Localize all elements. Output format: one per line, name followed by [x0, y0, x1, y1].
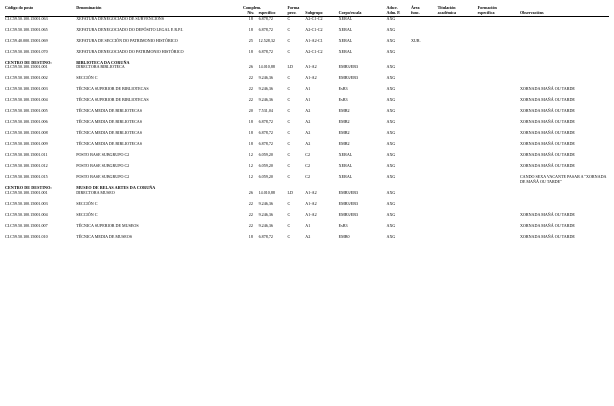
cell-nivel: 20 [248, 108, 253, 114]
cell-titulacion [438, 213, 478, 224]
header-corpo-label: Corpo/escala [338, 9, 362, 15]
cell-adscricion: AXG [386, 201, 396, 207]
cell-forma: LD [287, 64, 293, 70]
cell-forma: C [287, 108, 291, 114]
cell-nivel: 18 [248, 234, 253, 240]
cell-observacions: XORNADA MAÑÁ OU TARDE [519, 234, 575, 240]
section-label: CENTRO DE DESTINO: [5, 59, 52, 65]
cell-nivel: 18 [248, 26, 253, 32]
cell-adscricion: AXG [386, 15, 396, 21]
cell-titulacion [438, 164, 478, 175]
cell-area-funcional [411, 153, 438, 164]
cell-forma: LD [287, 190, 293, 196]
cell-area-funcional [411, 98, 438, 109]
cell-codigo: CI.C59.50.100.15001.003 [5, 201, 48, 207]
header-adscr [386, 6, 410, 16]
cell-denominacion: POSTO BASE SUBGRUPO C2 [76, 163, 130, 169]
cell-area-funcional [411, 175, 438, 186]
cell-forma: C [287, 97, 291, 103]
cell-formacion [478, 39, 520, 50]
cell-codigo: CI.C59.50.100.15001.005 [5, 108, 48, 114]
cell-denominacion: XEFATURA DENEGOCIADO DO DEPÓSITO LEGAL E R.P.I. [76, 26, 184, 32]
cell-forma: C [287, 75, 291, 81]
cell-area-funcional [411, 164, 438, 175]
table-row [5, 39, 609, 50]
cell-forma: C [287, 163, 291, 169]
cell-codigo: CI.C59.50.100.15001.015 [5, 174, 48, 180]
cell-area-funcional [411, 16, 438, 28]
cell-corpo-escala: XERAL [338, 152, 353, 158]
section-label: CENTRO DE DESTINO: [5, 185, 52, 191]
cell-nivel: 22 [248, 201, 253, 207]
cell-denominacion: POSTO BASE SUBGRUPO C2 [76, 152, 130, 158]
cell-subgrupo: A2-C1-C2 [305, 26, 323, 32]
cell-codigo: CI.C59.50.100.15001.007 [5, 223, 48, 229]
cell-titulacion [438, 39, 478, 50]
header-formacion-label: Formación [477, 5, 497, 10]
cell-subgrupo: C2 [305, 152, 311, 158]
cell-formacion [478, 109, 520, 120]
cell-denominacion: TÉCNICA SUPERIOR DE MUSEOS [76, 223, 139, 229]
cell-nivel: 26 [248, 64, 253, 70]
cell-especifico: 6.059,20 [258, 152, 273, 158]
cell-codigo: CI.C59.50.100.15001.009 [5, 141, 48, 147]
cell-titulacion [438, 109, 478, 120]
cell-observacions: XORNADA MAÑÁ OU TARDE [519, 108, 575, 114]
header-subgrupo-label: Subgrupo [305, 9, 323, 15]
header-codigo: Código do posto [5, 6, 76, 16]
cell-subgrupo: A2 [305, 234, 311, 240]
cell-denominacion: XEFATURA DE SECCIÓN DO PATRIMONIO HISTÓRICO [76, 37, 178, 43]
cell-formacion [478, 142, 520, 153]
cell-adscricion: AXG [386, 108, 396, 114]
cell-subgrupo: A1-A2 [305, 212, 317, 218]
cell-adscricion: AXG [386, 212, 396, 218]
cell-nivel: 18 [248, 48, 253, 54]
cell-subgrupo: C2 [305, 174, 311, 180]
cell-subgrupo: A1 [305, 223, 311, 229]
cell-especifico: 6.059,20 [258, 174, 273, 180]
cell-adscricion: AXG [386, 141, 396, 147]
cell-titulacion [438, 50, 478, 61]
cell-adscricion: AXG [386, 119, 396, 125]
cell-formacion [478, 213, 520, 224]
cell-subgrupo: A2 [305, 108, 311, 114]
cell-adscricion: AXG [386, 26, 396, 32]
positions-table [5, 6, 609, 246]
cell-nivel: 18 [248, 141, 253, 147]
cell-corpo-escala: EsB3 [338, 97, 348, 103]
section-name: BIBLIOTECA DA CORUÑA [76, 59, 130, 65]
cell-adscricion: AXG [386, 234, 396, 240]
cell-subgrupo: A1-A2 [305, 201, 317, 207]
cell-especifico: 7.531,04 [258, 108, 273, 114]
cell-subgrupo: A2 [305, 119, 311, 125]
cell-especifico: 6.878,72 [258, 130, 273, 136]
cell-subgrupo: A1-A2 [305, 64, 317, 70]
cell-observacions: XORNADA MAÑÁ OU TARDE [519, 86, 575, 92]
header-subgrupo [305, 6, 338, 16]
cell-formacion [478, 164, 520, 175]
cell-especifico: 9.246,36 [258, 201, 273, 207]
cell-codigo: CI.C59.50.100.15001.004 [5, 212, 48, 218]
cell-titulacion [438, 87, 478, 98]
header-especifico [259, 6, 288, 16]
cell-formacion [478, 76, 520, 87]
cell-nivel: 22 [248, 223, 253, 229]
cell-titulacion [438, 28, 478, 39]
cell-formacion [478, 235, 520, 246]
cell-forma: C [287, 212, 291, 218]
cell-especifico: 6.878,72 [258, 15, 273, 21]
cell-corpo-escala: EMB3/EB3 [338, 64, 358, 70]
cell-observacions [520, 39, 609, 50]
cell-subgrupo: C2 [305, 163, 311, 169]
header-observaciones [520, 6, 609, 16]
table-header [5, 6, 609, 16]
cell-codigo: CI.C59.50.100.15001.010 [5, 234, 48, 240]
cell-nivel: 12 [248, 152, 253, 158]
cell-observacions: XORNADA MAÑÁ OU TARDE [519, 119, 575, 125]
cell-area-funcional [411, 131, 438, 142]
cell-titulacion [438, 76, 478, 87]
cell-subgrupo: A1-A2 [305, 190, 317, 196]
cell-observacions: XORNADA MAÑÁ OU TARDE [519, 163, 575, 169]
cell-adscricion: AXG [386, 86, 396, 92]
cell-titulacion [438, 65, 478, 76]
cell-especifico: 6.878,72 [258, 234, 273, 240]
cell-especifico: 9.246,36 [258, 223, 273, 229]
cell-titulacion [438, 131, 478, 142]
cell-denominacion: TÉCNICA MEDIA DE MUSEOS [76, 234, 133, 240]
cell-adscricion: AXG [386, 75, 396, 81]
cell-nivel: 22 [248, 86, 253, 92]
cell-forma: C [287, 26, 291, 32]
cell-area-funcional [411, 50, 438, 61]
cell-adscricion: AXG [386, 37, 396, 43]
header-forma [288, 6, 306, 16]
cell-corpo-escala: XERAL [338, 163, 353, 169]
cell-corpo-escala: EMB2 [338, 108, 350, 114]
cell-observacions: XORNADA MAÑÁ OU TARDE [519, 130, 575, 136]
cell-corpo-escala: EMB3/EB3 [338, 201, 358, 207]
cell-observacions: XORNADA MAÑÁ OU TARDE [519, 141, 575, 147]
cell-forma: C [287, 48, 291, 54]
cell-titulacion [438, 98, 478, 109]
cell-corpo-escala: EMB0 [338, 234, 350, 240]
cell-nivel: 18 [248, 119, 253, 125]
cell-nivel: 18 [248, 130, 253, 136]
cell-codigo: CI.C59.50.100.15001.063 [5, 15, 48, 21]
table-row [5, 16, 609, 28]
cell-area-funcional [411, 224, 438, 235]
cell-especifico: 14.010,88 [258, 64, 275, 70]
cell-especifico: 9.246,36 [258, 75, 273, 81]
header-area-label: Área [410, 5, 420, 10]
cell-especifico: 14.010,88 [258, 190, 275, 196]
cell-nivel: 12 [248, 163, 253, 169]
cell-formacion [478, 16, 520, 28]
cell-formacion [478, 65, 520, 76]
cell-titulacion [438, 120, 478, 131]
section-name: MUSEO DE BELAS ARTES DA CORUÑA [76, 185, 156, 191]
cell-corpo-escala: EMB2 [338, 141, 350, 147]
cell-observacions: CANDO SEXA VACANTE PASAR A "XORNADA DE MAÑÁ OU TARDE" [519, 174, 607, 185]
cell-especifico: 6.878,72 [258, 141, 273, 147]
cell-especifico: 9.246,36 [258, 212, 273, 218]
header-adscr-sub-label: Adm. P. [386, 9, 401, 15]
cell-codigo: CI.C59.50.100.15001.002 [5, 75, 48, 81]
cell-corpo-escala: XERAL [338, 15, 353, 21]
cell-forma: C [287, 223, 291, 229]
cell-denominacion: SECCIÓN C [76, 75, 98, 81]
cell-denominacion: TÉCNICA MEDIA DE BIBLIOTECAS [76, 108, 143, 114]
cell-forma: C [287, 234, 291, 240]
cell-adscricion: AXG [386, 130, 396, 136]
cell-forma: C [287, 37, 291, 43]
header-nivel [243, 5, 262, 16]
cell-adscricion: AXG [386, 174, 396, 180]
cell-area-funcional: XUR. [410, 37, 421, 43]
cell-formacion [478, 87, 520, 98]
cell-codigo: CI.C59.50.100.15001.001 [5, 190, 48, 196]
cell-observacions [520, 191, 609, 202]
cell-observacions [520, 65, 609, 76]
cell-area-funcional [411, 235, 438, 246]
cell-nivel: 12 [248, 174, 253, 180]
cell-denominacion: XEFATURA DENEGOCIADO DO PATRIMONIO HISTÓRICO [76, 48, 184, 54]
cell-codigo: CI.C59.50.100.15001.011 [5, 152, 48, 158]
cell-denominacion: TÉCNICA MEDIA DE BIBLIOTECAS [76, 130, 143, 136]
cell-subgrupo: A2-C1-C2 [305, 48, 323, 54]
cell-formacion [478, 202, 520, 213]
header-area [411, 6, 438, 16]
cell-titulacion [438, 142, 478, 153]
cell-denominacion: DIRECTORA BIBLIOTECA [76, 64, 125, 70]
cell-formacion [478, 50, 520, 61]
cell-denominacion: SECCIÓN C [76, 201, 98, 207]
cell-corpo-escala: EsB3 [338, 223, 348, 229]
cell-especifico: 6.878,72 [258, 26, 273, 32]
header-niv-label: Niv. [247, 9, 255, 15]
cell-formacion [478, 153, 520, 164]
cell-area-funcional [411, 202, 438, 213]
table-row [5, 50, 609, 61]
table-row [5, 28, 609, 39]
cell-corpo-escala: XERAL [338, 37, 353, 43]
cell-titulacion [438, 202, 478, 213]
cell-observacions [520, 50, 609, 61]
cell-especifico: 6.059,20 [258, 163, 273, 169]
cell-titulacion [438, 175, 478, 186]
cell-corpo-escala: EMB2 [338, 130, 350, 136]
cell-forma: C [287, 201, 291, 207]
cell-subgrupo: A1 [305, 97, 311, 103]
cell-corpo-escala: EMB3/EB3 [338, 75, 358, 81]
header-adscr-label: Adscr. [386, 5, 398, 10]
cell-corpo-escala: XERAL [338, 26, 353, 32]
cell-area-funcional [411, 65, 438, 76]
cell-forma: C [287, 86, 291, 92]
header-observaciones-label: Observacións [519, 9, 544, 15]
cell-subgrupo: A2 [305, 130, 311, 136]
cell-codigo: CI.C59.50.100.15001.001 [5, 64, 48, 70]
cell-denominacion: TÉCNICA MEDIA DE BIBLIOTECAS [76, 141, 143, 147]
cell-formacion [478, 175, 520, 186]
cell-formacion [478, 120, 520, 131]
cell-denominacion: DIRECTORA MUSEO [76, 190, 115, 196]
table-row [5, 235, 609, 246]
cell-titulacion [438, 16, 478, 28]
cell-denominacion: SECCIÓN C [76, 212, 98, 218]
cell-observacions [520, 28, 609, 39]
cell-subgrupo: A1 [305, 86, 311, 92]
cell-especifico: 6.878,72 [258, 48, 273, 54]
cell-observacions [520, 16, 609, 28]
header-area-sub-label: func. [410, 9, 420, 15]
cell-area-funcional [411, 76, 438, 87]
cell-especifico: 9.246,36 [258, 97, 273, 103]
cell-area-funcional [411, 142, 438, 153]
header-corpo [339, 6, 387, 16]
cell-subgrupo: A1-A2-C1 [305, 37, 323, 43]
cell-codigo: CI.C59.50.100.15001.004 [5, 97, 48, 103]
cell-titulacion [438, 153, 478, 164]
cell-formacion [478, 28, 520, 39]
cell-nivel: 25 [248, 37, 253, 43]
cell-corpo-escala: EMB2 [338, 119, 350, 125]
header-formacion [478, 6, 520, 16]
cell-nivel: 18 [248, 15, 253, 21]
cell-area-funcional [411, 28, 438, 39]
cell-especifico: 9.246,36 [258, 86, 273, 92]
cell-observacions: XORNADA MAÑÁ OU TARDE [519, 152, 575, 158]
header-denominacion: Denominación [76, 6, 243, 16]
cell-denominacion: TÉCNICA MEDIA DE BIBLIOTECAS [76, 119, 143, 125]
cell-especifico: 12.528,32 [258, 37, 275, 43]
cell-codigo: CI.C59.50.100.15001.008 [5, 130, 48, 136]
header-formacion-sub-label: específica [477, 9, 495, 15]
cell-formacion [478, 131, 520, 142]
cell-subgrupo: A2-C1-C2 [305, 15, 323, 21]
cell-area-funcional [411, 109, 438, 120]
cell-titulacion [438, 191, 478, 202]
cell-formacion [478, 98, 520, 109]
cell-corpo-escala: EMB3/EB3 [338, 212, 358, 218]
cell-nivel: 26 [248, 190, 253, 196]
cell-nivel: 22 [248, 75, 253, 81]
cell-codigo: CI.C59.50.100.15001.065 [5, 26, 48, 32]
cell-especifico: 6.878,72 [258, 119, 273, 125]
cell-codigo: CI.C59.50.100.15001.070 [5, 48, 48, 54]
cell-corpo-escala: EMB3/EB3 [338, 190, 358, 196]
cell-forma: C [287, 15, 291, 21]
header-forma-label: Forma [287, 5, 300, 10]
header-especifico-label: específico [258, 9, 276, 15]
cell-adscricion: AXG [386, 97, 396, 103]
cell-corpo-escala: XERAL [338, 174, 353, 180]
cell-codigo: CI.C59.50.100.15001.006 [5, 119, 48, 125]
cell-adscricion: AXG [386, 152, 396, 158]
cell-adscricion: AXG [386, 163, 396, 169]
cell-corpo-escala: EsB3 [338, 86, 348, 92]
cell-forma: C [287, 174, 291, 180]
cell-forma: C [287, 119, 291, 125]
header-complem-label: Complem. [243, 5, 262, 10]
cell-observacions: XORNADA MAÑÁ OU TARDE [519, 212, 575, 218]
cell-forma: C [287, 130, 291, 136]
cell-titulacion [438, 235, 478, 246]
cell-denominacion: XEFATURA DENEGOCIADO DE SUBVENCIÓNS [76, 15, 165, 21]
cell-area-funcional [411, 191, 438, 202]
cell-area-funcional [411, 120, 438, 131]
cell-adscricion: AXG [386, 48, 396, 54]
table-body [5, 16, 609, 246]
cell-corpo-escala: XERAL [338, 48, 353, 54]
cell-denominacion: TÉCNICA SUPERIOR DE BIBLIOTECAS [76, 86, 149, 92]
cell-adscricion: AXG [386, 223, 396, 229]
cell-titulacion [438, 224, 478, 235]
cell-observacions: XORNADA MAÑÁ OU TARDE [519, 223, 575, 229]
cell-adscricion: AXG [386, 190, 396, 196]
cell-denominacion: TÉCNICA SUPERIOR DE BIBLIOTECAS [76, 97, 149, 103]
cell-forma: C [287, 141, 291, 147]
cell-denominacion: POSTO BASE SUBGRUPO C2 [76, 174, 130, 180]
cell-subgrupo: A1-A2 [305, 75, 317, 81]
cell-observacions: XORNADA MAÑÁ OU TARDE [519, 97, 575, 103]
cell-area-funcional [411, 87, 438, 98]
header-titulacion-sub-label: académica [437, 9, 457, 15]
cell-formacion [478, 191, 520, 202]
cell-subgrupo: A2 [305, 141, 311, 147]
cell-formacion [478, 224, 520, 235]
cell-nivel: 22 [248, 212, 253, 218]
header-titulacion [438, 6, 478, 16]
cell-nivel: 22 [248, 97, 253, 103]
cell-forma: C [287, 152, 291, 158]
cell-area-funcional [411, 213, 438, 224]
cell-codigo: CI.C59.40.000.15001.069 [5, 37, 48, 43]
header-titulacion-label: Titulación [437, 5, 456, 10]
cell-adscricion: AXG [386, 64, 396, 70]
document-page [0, 6, 614, 406]
header-forma-sub-label: prov. [287, 9, 297, 15]
cell-codigo: CI.C59.50.100.15001.012 [5, 163, 48, 169]
cell-codigo: CI.C59.50.100.15001.003 [5, 86, 48, 92]
